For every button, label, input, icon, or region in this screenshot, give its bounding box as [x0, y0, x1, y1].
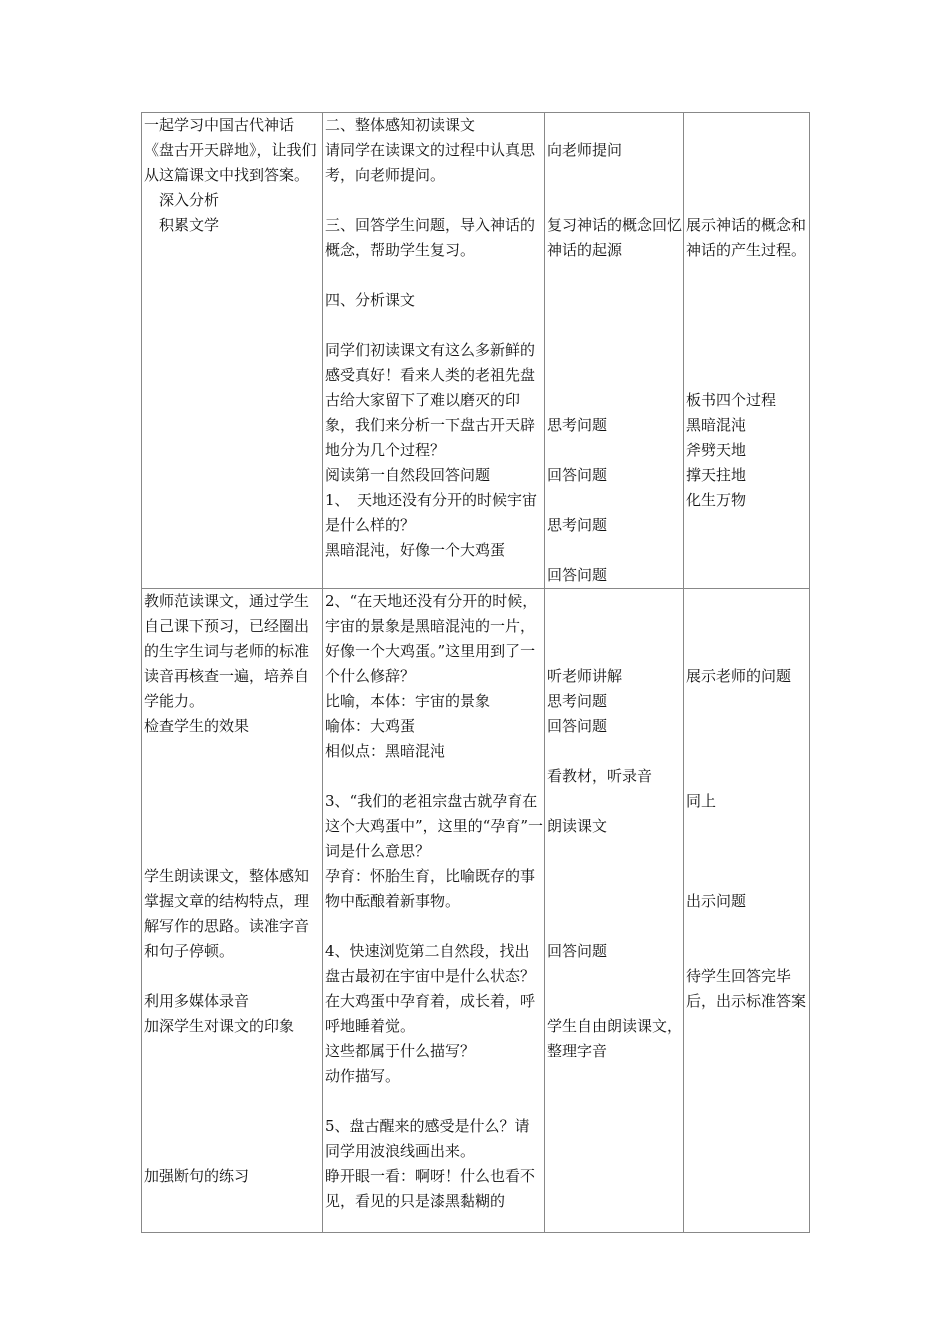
table-cell-teaching-process	[323, 589, 545, 1233]
cell-text: 听老师讲解 思考问题 回答问题 看教材，听录音 朗读课文 回答问题 学生自由朗读课文，整理字音	[547, 667, 683, 1060]
cell-text: 2、“在天地还没有分开的时候，宇宙的景象是黑暗混沌的一片，好像一个大鸡蛋。”这里用到了一个什么修辞？ 比喻，本体：宇宙的景象 喻体：大鸡蛋 相似点：黑暗混沌 3、“我们的老祖宗盘古就孕育在这个大鸡蛋中”，这里的“孕育”一词是什么意思？ 孕育：怀胎生育，比喻既存的事物中酝酿着新事物。 4、快速浏览第二自然段，找出盘古最初在宇宙中是什么状态？ 在大鸡蛋中孕育着，成长着，呼呼地睡着觉。 这些都属于什么描写？ 动作描写。 5、盘古醒来的感受是什么？请同学用波浪线画出来。 睁开眼一看：啊呀！什么也看不见，看见的只是漆黑黏糊的	[325, 592, 544, 1210]
table-cell-media	[684, 113, 810, 589]
table-cell-teaching-intent	[142, 113, 323, 589]
table-cell-student-activity	[545, 113, 684, 589]
table-cell-teaching-intent	[142, 589, 323, 1233]
table-row	[142, 589, 810, 1233]
table-row	[142, 113, 810, 589]
cell-text: 展示神话的概念和神话的产生过程。 板书四个过程 黑暗混沌 斧劈天地 撑天拄地 化生万物	[686, 216, 807, 509]
cell-text: 一起学习中国古代神话《盘古开天辟地》，让我们从这篇课文中找到答案。 深入分析 积累文学	[144, 116, 317, 234]
cell-text: 二、整体感知初读课文 请同学在读课文的过程中认真思考，向老师提问。 三、回答学生问题，导入神话的概念，帮助学生复习。 四、分析课文 同学们初读课文有这么多新鲜的感受真好！看来人类的老祖先盘古给大家留下了难以磨灭的印象，我们来分析一下盘古开天辟地分为几个过程？ 阅读第一自然段回答问题 1、 天地还没有分开的时候宇宙是什么样的？ 黑暗混沌，好像一个大鸡蛋	[325, 116, 538, 559]
table-cell-media	[684, 589, 810, 1233]
table-cell-student-activity	[545, 589, 684, 1233]
lesson-plan-table	[141, 112, 810, 1233]
cell-text: 向老师提问 复习神话的概念回忆神话的起源 思考问题 回答问题 思考问题 回答问题	[547, 141, 683, 584]
cell-text: 教师范读课文，通过学生自己课下预习，已经圈出的生字生词与老师的标准读音再核查一遍，培养自学能力。 检查学生的效果 学生朗读课文，整体感知 掌握文章的结构特点，理解写作的思路。读准字音和句子停顿。 利用多媒体录音 加深学生对课文的印象 加强断句的练习	[144, 592, 310, 1185]
cell-text: 展示老师的问题 同上 出示问题 待学生回答完毕后，出示标准答案	[686, 667, 807, 1010]
table-cell-teaching-process	[323, 113, 545, 589]
